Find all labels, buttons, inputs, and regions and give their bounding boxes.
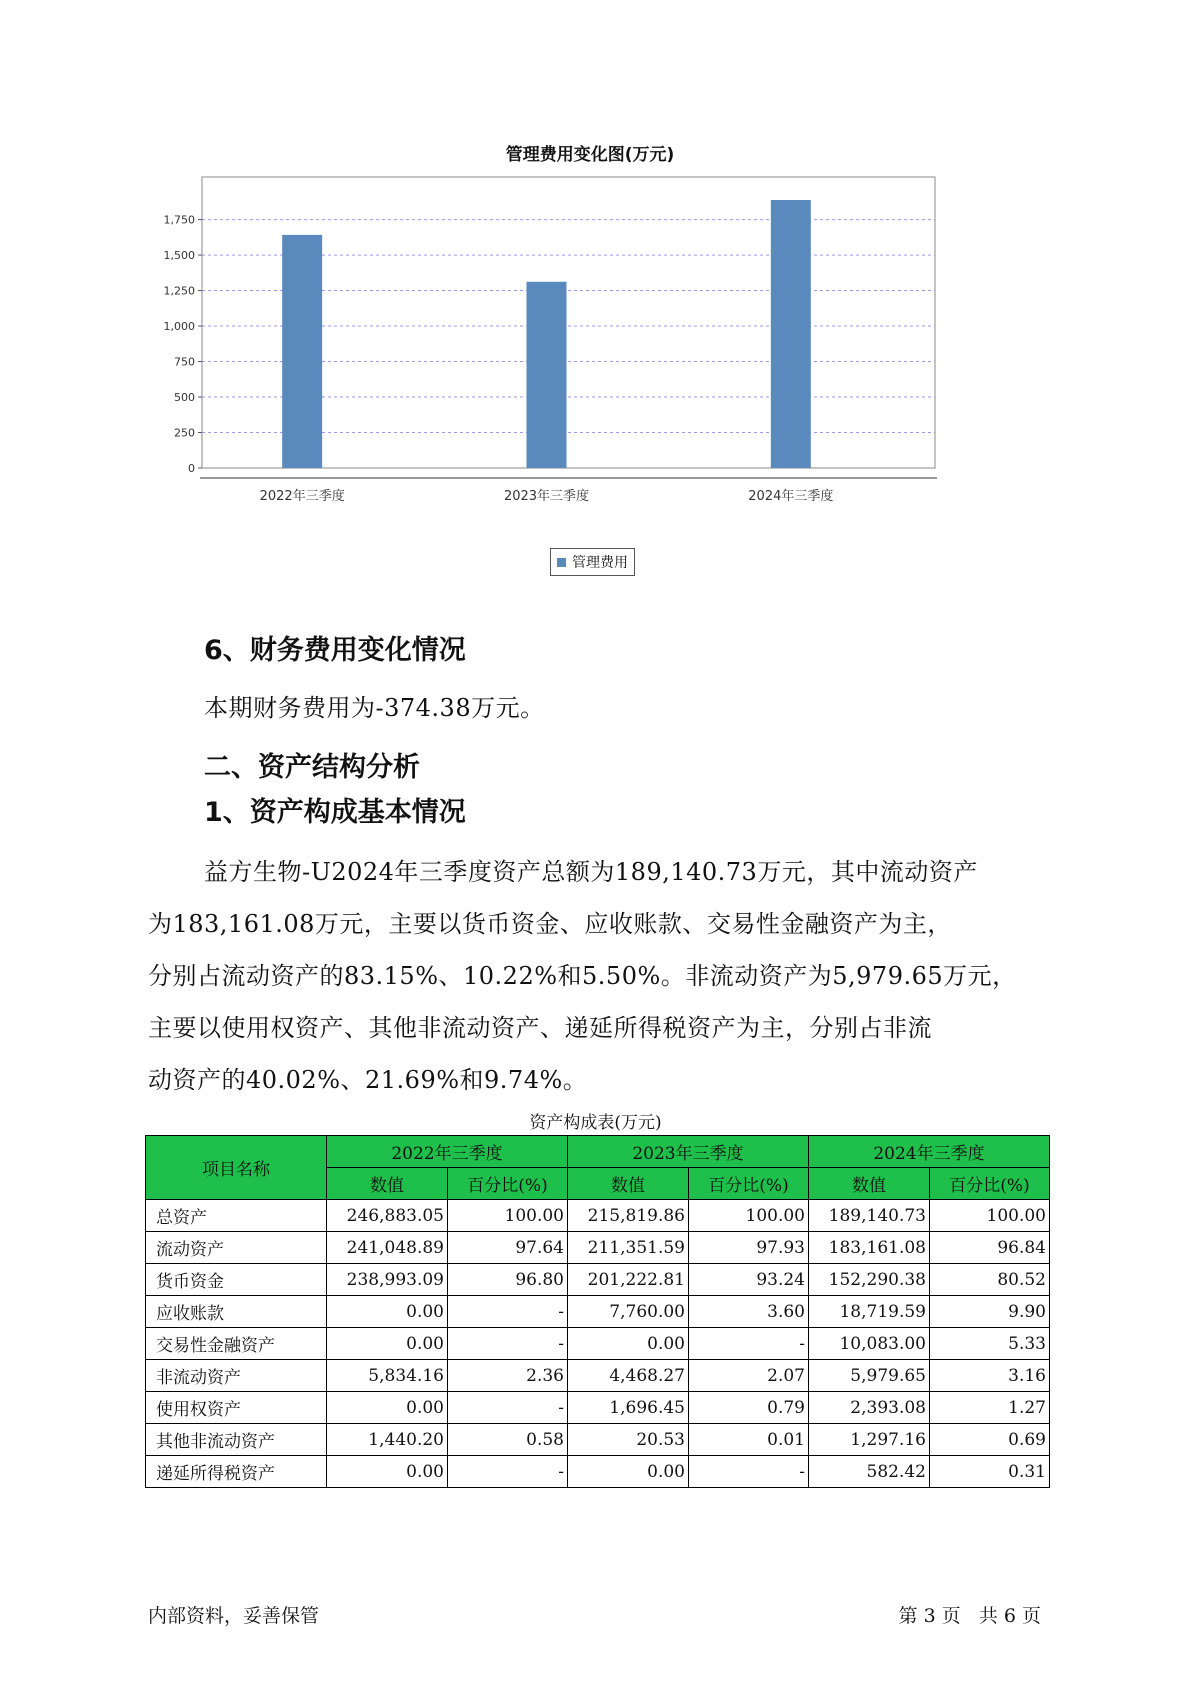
table-row bbox=[146, 1264, 1050, 1296]
footer-page-number: 第 3 页 共 6 页 bbox=[898, 1605, 1041, 1627]
row-item-name: 非流动资产 bbox=[146, 1360, 327, 1392]
x-tick-label: 2022年三季度 bbox=[259, 489, 345, 504]
table-row bbox=[146, 1456, 1050, 1488]
bar bbox=[771, 200, 811, 468]
cell-percent: 0.01 bbox=[689, 1424, 809, 1456]
table-row bbox=[146, 1232, 1050, 1264]
finance-expense-text: 本期财务费用为-374.38万元。 bbox=[204, 694, 545, 722]
cell-value: 5,834.16 bbox=[327, 1360, 448, 1392]
bar bbox=[527, 282, 567, 468]
chart-legend bbox=[550, 548, 635, 576]
cell-value: 241,048.89 bbox=[327, 1232, 448, 1264]
admin-expense-chart bbox=[150, 140, 1030, 590]
table-row bbox=[146, 1424, 1050, 1456]
cell-percent: 100.00 bbox=[448, 1200, 568, 1232]
header-period: 2023年三季度 bbox=[568, 1136, 809, 1168]
chart-title: 管理费用变化图(万元) bbox=[505, 145, 675, 165]
cell-value: 0.00 bbox=[327, 1456, 448, 1488]
cell-value: 238,993.09 bbox=[327, 1264, 448, 1296]
header-value: 数值 bbox=[568, 1168, 689, 1200]
header-percent: 百分比(%) bbox=[448, 1168, 568, 1200]
cell-value: 201,222.81 bbox=[568, 1264, 689, 1296]
cell-percent: 96.80 bbox=[448, 1264, 568, 1296]
row-item-name: 总资产 bbox=[146, 1200, 327, 1232]
cell-percent: 5.33 bbox=[930, 1328, 1050, 1360]
cell-percent: 0.31 bbox=[930, 1456, 1050, 1488]
header-period: 2024年三季度 bbox=[809, 1136, 1050, 1168]
cell-value: 10,083.00 bbox=[809, 1328, 930, 1360]
paragraph-line: 动资产的40.02%、21.69%和9.74%。 bbox=[148, 1066, 588, 1094]
legend-swatch bbox=[557, 558, 566, 567]
x-tick-label: 2024年三季度 bbox=[748, 489, 834, 504]
cell-value: 0.00 bbox=[327, 1392, 448, 1424]
y-tick-label: 1,500 bbox=[163, 249, 195, 263]
cell-percent: 97.64 bbox=[448, 1232, 568, 1264]
row-item-name: 其他非流动资产 bbox=[146, 1424, 327, 1456]
y-tick-label: 1,750 bbox=[163, 213, 195, 227]
cell-value: 20.53 bbox=[568, 1424, 689, 1456]
cell-value: 18,719.59 bbox=[809, 1296, 930, 1328]
paragraph-line: 为183,161.08万元，主要以货币资金、应收账款、交易性金融资产为主， bbox=[148, 910, 952, 938]
section-heading-asset-structure: 二、资产结构分析 bbox=[204, 752, 420, 783]
table-row bbox=[146, 1200, 1050, 1232]
y-tick-label: 250 bbox=[174, 426, 195, 440]
cell-value: 0.00 bbox=[568, 1456, 689, 1488]
cell-percent: 80.52 bbox=[930, 1264, 1050, 1296]
legend-label: 管理费用 bbox=[572, 555, 628, 571]
row-item-name: 应收账款 bbox=[146, 1296, 327, 1328]
row-item-name: 货币资金 bbox=[146, 1264, 327, 1296]
header-percent: 百分比(%) bbox=[689, 1168, 809, 1200]
table-row bbox=[146, 1328, 1050, 1360]
cell-value: 1,696.45 bbox=[568, 1392, 689, 1424]
cell-percent: 2.07 bbox=[689, 1360, 809, 1392]
cell-percent: 97.93 bbox=[689, 1232, 809, 1264]
cell-percent: - bbox=[448, 1456, 568, 1488]
paragraph-line: 分别占流动资产的83.15%、10.22%和5.50%。非流动资产为5,979.65万元， bbox=[148, 962, 1017, 990]
cell-percent: - bbox=[689, 1328, 809, 1360]
table-row bbox=[146, 1360, 1050, 1392]
cell-value: 582.42 bbox=[809, 1456, 930, 1488]
cell-value: 0.00 bbox=[327, 1296, 448, 1328]
cell-percent: - bbox=[689, 1456, 809, 1488]
cell-value: 5,979.65 bbox=[809, 1360, 930, 1392]
header-value: 数值 bbox=[809, 1168, 930, 1200]
bar bbox=[282, 235, 322, 468]
row-item-name: 使用权资产 bbox=[146, 1392, 327, 1424]
cell-value: 0.00 bbox=[327, 1328, 448, 1360]
header-item-name: 项目名称 bbox=[146, 1136, 327, 1200]
asset-composition-table bbox=[145, 1135, 1050, 1488]
cell-percent: 93.24 bbox=[689, 1264, 809, 1296]
sub-heading-asset-composition: 1、资产构成基本情况 bbox=[204, 797, 466, 828]
cell-value: 2,393.08 bbox=[809, 1392, 930, 1424]
cell-percent: 100.00 bbox=[689, 1200, 809, 1232]
cell-value: 1,297.16 bbox=[809, 1424, 930, 1456]
cell-percent: 9.90 bbox=[930, 1296, 1050, 1328]
cell-value: 7,760.00 bbox=[568, 1296, 689, 1328]
chart-canvas bbox=[150, 140, 1030, 590]
row-item-name: 递延所得税资产 bbox=[146, 1456, 327, 1488]
footer-confidential: 内部资料，妥善保管 bbox=[148, 1605, 320, 1627]
section-heading-finance-expense: 6、财务费用变化情况 bbox=[204, 635, 466, 666]
cell-value: 0.00 bbox=[568, 1328, 689, 1360]
x-tick-label: 2023年三季度 bbox=[503, 489, 590, 504]
row-item-name: 交易性金融资产 bbox=[146, 1328, 327, 1360]
row-item-name: 流动资产 bbox=[146, 1232, 327, 1264]
cell-value: 211,351.59 bbox=[568, 1232, 689, 1264]
y-tick-label: 500 bbox=[174, 391, 195, 405]
cell-percent: 0.58 bbox=[448, 1424, 568, 1456]
y-tick-label: 750 bbox=[174, 355, 195, 369]
cell-value: 4,468.27 bbox=[568, 1360, 689, 1392]
cell-percent: 3.60 bbox=[689, 1296, 809, 1328]
y-tick-label: 1,000 bbox=[163, 320, 195, 334]
table-row bbox=[146, 1296, 1050, 1328]
cell-percent: - bbox=[448, 1328, 568, 1360]
cell-value: 152,290.38 bbox=[809, 1264, 930, 1296]
cell-percent: 0.69 bbox=[930, 1424, 1050, 1456]
cell-percent: - bbox=[448, 1296, 568, 1328]
cell-value: 246,883.05 bbox=[327, 1200, 448, 1232]
cell-value: 1,440.20 bbox=[327, 1424, 448, 1456]
cell-percent: 100.00 bbox=[930, 1200, 1050, 1232]
cell-percent: - bbox=[448, 1392, 568, 1424]
y-tick-label: 1,250 bbox=[163, 284, 195, 298]
y-tick-label: 0 bbox=[188, 462, 195, 475]
table-caption: 资产构成表(万元) bbox=[529, 1113, 662, 1133]
header-period: 2022年三季度 bbox=[327, 1136, 568, 1168]
paragraph-line: 主要以使用权资产、其他非流动资产、递延所得税资产为主，分别占非流 bbox=[148, 1014, 932, 1042]
cell-value: 215,819.86 bbox=[568, 1200, 689, 1232]
header-percent: 百分比(%) bbox=[930, 1168, 1050, 1200]
cell-percent: 2.36 bbox=[448, 1360, 568, 1392]
paragraph-line: 益方生物-U2024年三季度资产总额为189,140.73万元，其中流动资产 bbox=[204, 858, 978, 886]
cell-percent: 1.27 bbox=[930, 1392, 1050, 1424]
cell-percent: 96.84 bbox=[930, 1232, 1050, 1264]
cell-percent: 3.16 bbox=[930, 1360, 1050, 1392]
cell-value: 189,140.73 bbox=[809, 1200, 930, 1232]
header-value: 数值 bbox=[327, 1168, 448, 1200]
cell-value: 183,161.08 bbox=[809, 1232, 930, 1264]
cell-percent: 0.79 bbox=[689, 1392, 809, 1424]
table-row bbox=[146, 1392, 1050, 1424]
